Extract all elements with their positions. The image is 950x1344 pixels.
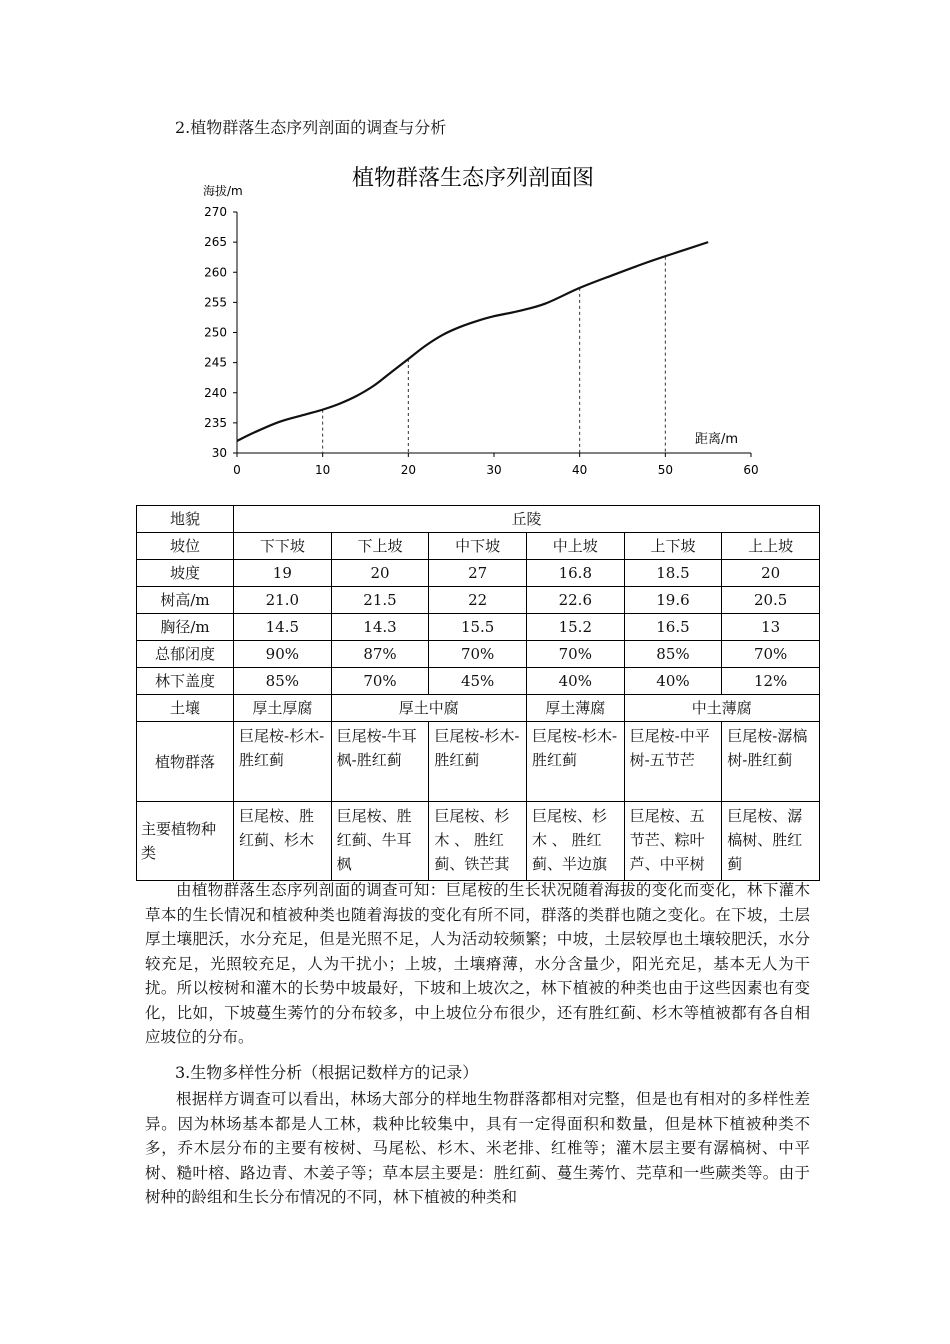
table-row-dbh: [137, 614, 820, 641]
table-label-soil: 土壤: [137, 695, 234, 722]
table-cell: 70%: [722, 641, 820, 668]
table-cell: 85%: [624, 641, 722, 668]
table-cell: 上下坡: [624, 533, 722, 560]
table-cell: 厚土厚腐: [234, 695, 332, 722]
table-row-species: [137, 802, 820, 881]
table-cell: 16.5: [624, 614, 722, 641]
table-cell: 16.8: [526, 560, 624, 587]
table-cell: 巨尾桉、杉木 、 胜红蓟、半边旗: [526, 802, 624, 881]
x-tick-label: 20: [400, 463, 416, 477]
y-tick-label: 255: [204, 295, 227, 310]
table-cell: 厚土中腐: [331, 695, 526, 722]
table-label-tree-height: 树高/m: [137, 587, 234, 614]
section-heading-profile: 2.植物群落生态序列剖面的调查与分析: [175, 118, 447, 137]
table-row-understory-cover: [137, 668, 820, 695]
table-cell: 巨尾桉-杉木-胜红蓟: [234, 722, 332, 802]
table-label-dbh: 胸径/m: [137, 614, 234, 641]
table-cell: 中上坡: [526, 533, 624, 560]
table-cell: 厚土薄腐: [526, 695, 624, 722]
table-row-landform: [137, 506, 820, 533]
table-cell: 20.5: [722, 587, 820, 614]
table-cell: 上上坡: [722, 533, 820, 560]
elevation-profile-chart: [195, 155, 775, 485]
table-cell: 21.0: [234, 587, 332, 614]
y-tick-label: 270: [204, 205, 227, 219]
table-label-gradient: 坡度: [137, 560, 234, 587]
table-label-slope-position: 坡位: [137, 533, 234, 560]
table-cell: 13: [722, 614, 820, 641]
table-cell: 27: [429, 560, 527, 587]
table-cell: 14.3: [331, 614, 429, 641]
table-cell: 下下坡: [234, 533, 332, 560]
y-tick-label: 30: [211, 446, 227, 460]
y-tick-label: 265: [204, 235, 227, 250]
table-row-slope-position: [137, 533, 820, 560]
table-cell: 21.5: [331, 587, 429, 614]
table-cell: 14.5: [234, 614, 332, 641]
table-row-tree-height: [137, 587, 820, 614]
table-cell: 18.5: [624, 560, 722, 587]
table-cell: 22.6: [526, 587, 624, 614]
table-cell: 巨尾桉-潺槁树-胜红蓟: [722, 722, 820, 802]
table-label-species: 主要植物种类: [137, 802, 234, 881]
table-label-community: 植物群落: [137, 722, 234, 802]
table-cell: 15.2: [526, 614, 624, 641]
table-cell: 巨尾桉、胜红蓟、牛耳枫: [331, 802, 429, 881]
table-cell: 中下坡: [429, 533, 527, 560]
table-label-understory-cover: 林下盖度: [137, 668, 234, 695]
table-row-canopy: [137, 641, 820, 668]
x-tick-labels: [233, 463, 758, 477]
y-tick-label: 240: [204, 385, 227, 400]
table-cell: 巨尾桉、五节芒、粽叶芦、中平树: [624, 802, 722, 881]
table-cell-landform: 丘陵: [234, 506, 820, 533]
x-tick-label: 60: [743, 463, 759, 477]
table-cell: 85%: [234, 668, 332, 695]
x-tick-label: 10: [315, 463, 331, 477]
biodiversity-paragraph: 根据样方调查可以看出，林场大部分的样地生物群落都相对完整，但是也有相对的多样性差异。因为林场基本都是人工林，栽种比较集中，具有一定得面积和数量，但是林下植被种类不多，乔木层分布的主要有桉树、马尾松、杉木、米老排、红椎等；灌木层主要有潺槁树、中平树、糙叶榕、路边青、木姜子等；草本层主要是：胜红蓟、蔓生莠竹、芫草和一些蕨类等。由于树种的龄组和生长分布情况的不同，林下植被的种类和: [145, 1090, 810, 1206]
table-cell: 巨尾桉、胜红蓟、杉木: [234, 802, 332, 881]
x-axis-label: 距离/m: [695, 432, 739, 447]
chart-title: 植物群落生态序列剖面图: [351, 166, 595, 191]
chart-dashed-markers: [323, 257, 666, 453]
table-row-community: [137, 722, 820, 802]
table-cell: 90%: [234, 641, 332, 668]
x-tick-label: 50: [657, 463, 673, 477]
table-cell: 中土薄腐: [624, 695, 819, 722]
table-cell: 12%: [722, 668, 820, 695]
y-axis-label: 海拔/m: [203, 184, 243, 198]
y-tick-labels: [204, 205, 227, 460]
table-cell: 87%: [331, 641, 429, 668]
table-cell: 巨尾桉-杉木-胜红蓟: [526, 722, 624, 802]
table-row-gradient: [137, 560, 820, 587]
elevation-profile-line: [237, 242, 708, 441]
x-tick-label: 40: [572, 463, 588, 477]
table-cell: 巨尾桉、潺槁树、胜红蓟: [722, 802, 820, 881]
table-cell: 20: [722, 560, 820, 587]
y-tick-label: 260: [204, 265, 227, 280]
x-tick-label: 30: [486, 463, 502, 477]
chart-axes: [233, 212, 751, 457]
section-heading-biodiversity: 3.生物多样性分析（根据记数样方的记录）: [175, 1063, 479, 1082]
table-cell: 70%: [331, 668, 429, 695]
table-row-soil: [137, 695, 820, 722]
plant-community-table: [136, 505, 820, 881]
table-cell: 巨尾桉-中平树-五节芒: [624, 722, 722, 802]
y-tick-label: 245: [204, 355, 227, 370]
table-cell: 下上坡: [331, 533, 429, 560]
table-cell: 40%: [526, 668, 624, 695]
table-cell: 22: [429, 587, 527, 614]
x-tick-label: 0: [233, 463, 241, 477]
table-label-landform: 地貌: [137, 506, 234, 533]
table-cell: 19.6: [624, 587, 722, 614]
table-cell: 巨尾桉、杉木 、 胜红蓟、铁芒萁: [429, 802, 527, 881]
table-cell: 40%: [624, 668, 722, 695]
table-cell: 19: [234, 560, 332, 587]
table-cell: 70%: [429, 641, 527, 668]
table-cell: 70%: [526, 641, 624, 668]
table-cell: 15.5: [429, 614, 527, 641]
table-label-canopy: 总郁闭度: [137, 641, 234, 668]
analysis-paragraph: 由植物群落生态序列剖面的调查可知：巨尾桉的生长状况随着海拔的变化而变化，林下灌木草本的生长情况和植被种类也随着海拔的变化有所不同，群落的类群也随之变化。在下坡，土层厚土壤肥沃，水分充足，但是光照不足，人为活动较频繁；中坡，土层较厚也土壤较肥沃，水分较充足，光照较充足，人为干扰小；上坡，土壤瘠薄，水分含量少，阳光充足，基本无人为干扰。所以桉树和灌木的长势中坡最好，下坡和上坡次之，林下植被的种类也由于这些因素也有变化，比如，下坡蔓生莠竹的分布较多，中上坡位分布很少，还有胜红蓟、杉木等植被都有各自相应坡位的分布。: [145, 881, 810, 1046]
y-tick-label: 235: [204, 415, 227, 430]
table-cell: 巨尾桉-牛耳枫-胜红蓟: [331, 722, 429, 802]
table-cell: 巨尾桉-杉木-胜红蓟: [429, 722, 527, 802]
y-tick-label: 250: [204, 325, 227, 340]
table-cell: 20: [331, 560, 429, 587]
table-cell: 45%: [429, 668, 527, 695]
